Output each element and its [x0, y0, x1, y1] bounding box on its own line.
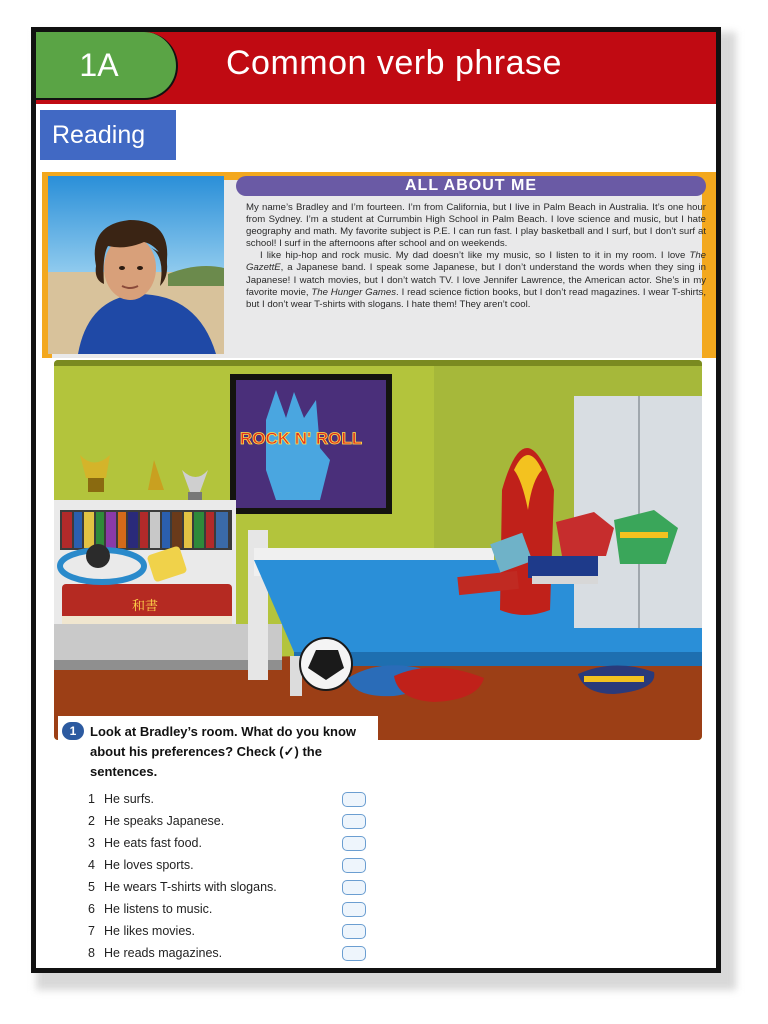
exercise-item-text: He eats fast food. [104, 836, 202, 850]
worksheet-page [31, 27, 721, 973]
exercise-item-number: 6 [88, 902, 95, 916]
answer-checkbox[interactable] [342, 880, 366, 895]
page-title: Common verb phrase [226, 44, 562, 82]
exercise-item [88, 876, 277, 898]
exercise-item [88, 854, 277, 876]
exercise-item-text: He listens to music. [104, 902, 213, 916]
answer-checkbox[interactable] [342, 792, 366, 807]
exercise-item-text: He reads magazines. [104, 946, 223, 960]
exercise-item [88, 942, 277, 964]
poster-text: ROCK N' ROLL [240, 429, 363, 448]
exercise-item [88, 788, 277, 810]
about-p2-part2: , a Japanese band. I speak some Japanese, but I don’t understand the words when they sing in Japanese! I watch movies, but I don’t watch TV. I love Jennifer Lawrence, the American actor. She’s in my favorite movie, [246, 262, 706, 298]
exercise-item-number: 7 [88, 924, 95, 938]
exercise-item-number: 8 [88, 946, 95, 960]
exercise-1 [58, 716, 378, 971]
about-text [246, 202, 706, 311]
exercise-item-text: He wears T-shirts with slogans. [104, 880, 277, 894]
exercise-item-text: He speaks Japanese. [104, 814, 225, 828]
header-bar [36, 32, 716, 104]
exercise-item-text: He surfs. [104, 792, 155, 806]
bradley-photo [48, 176, 224, 354]
unit-badge: 1A [36, 32, 178, 100]
answer-checkbox[interactable] [342, 924, 366, 939]
exercise-item [88, 920, 277, 942]
answer-checkbox[interactable] [342, 836, 366, 851]
section-tab-reading: Reading [40, 110, 176, 160]
bedroom-illustration [54, 360, 702, 740]
about-p2-part1: I like hip-hop and rock music. My dad doesn’t like my music, so I listen to it in my room. I love [260, 250, 690, 262]
about-p2-movie: The Hunger Games [311, 286, 397, 298]
answer-checkbox[interactable] [342, 902, 366, 917]
about-paragraph-2 [246, 250, 706, 310]
rock-poster [230, 374, 392, 514]
exercise-item [88, 832, 277, 854]
exercise-item-number: 4 [88, 858, 95, 872]
about-p2-band: The GazettE [246, 250, 706, 274]
exercise-instruction: Look at Bradley’s room. What do you know about his preferences? Check (✓) the sentences. [90, 724, 357, 779]
answer-checkbox[interactable] [342, 858, 366, 873]
exercise-item-text: He likes movies. [104, 924, 195, 938]
about-p2-part3: . I read science fiction books, but I don’t read magazines. I wear T-shirts, but I don’t wear T-shirts with slogans. I hate them! They aren’t cool. [246, 286, 706, 310]
book-label: 和書 [132, 599, 159, 614]
exercise-list [88, 788, 277, 964]
exercise-item [88, 898, 277, 920]
exercise-item-number: 1 [88, 792, 95, 806]
exercise-item-text: He loves sports. [104, 858, 194, 872]
exercise-item-number: 5 [88, 880, 95, 894]
answer-checkbox[interactable] [342, 946, 366, 961]
exercise-number-badge: 1 [62, 722, 84, 740]
about-paragraph-1: My name’s Bradley and I’m fourteen. I’m from California, but I live in Palm Beach in Australia. It’s one hour from Sydney. I’m a student at Currumbin High School in Palm Beach. I love science and music, but I hate geography and math. My favorite subject is P.E. I can run fast. I play basketball and I surf, but I don’t surf at school! I surf in the afternoons after school and on weekends. [246, 202, 706, 250]
exercise-item [88, 810, 277, 832]
exercise-item-number: 2 [88, 814, 95, 828]
answer-checkbox[interactable] [342, 814, 366, 829]
about-title: ALL ABOUT ME [236, 176, 706, 196]
exercise-item-number: 3 [88, 836, 95, 850]
